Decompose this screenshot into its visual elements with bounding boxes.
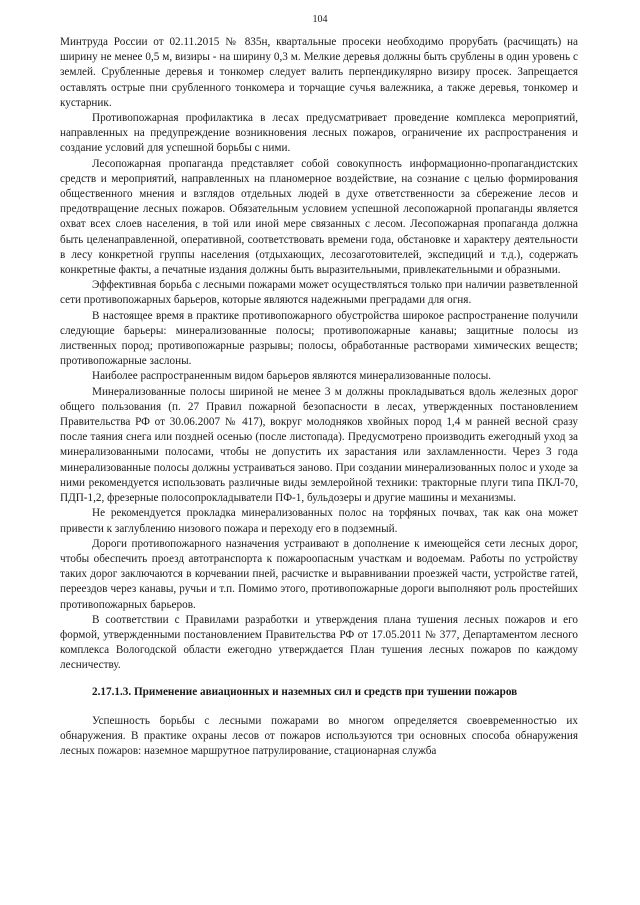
paragraph: Не рекомендуется прокладка минерализованных полос на торфяных почвах, так как она может привести к заглублению низового пожара и переходу его в подземный. [60,507,578,535]
section-heading: 2.17.1.3. Применение авиационных и наземных сил и средств при тушении пожаров [92,685,518,698]
paragraph: Минтруда России от 02.11.2015 № 835н, квартальные просеки необходимо прорубать (расчищать) на ширину не менее 0,5 м, визиры - на ширину 0,3 м. Мелкие деревья должны быть срублены в один уровень с землей. Срубленные деревья и тонкомер следует валить перпендикулярно визиру просек. Запрещается оставлять острые пни срубленного тонкомера и торчащие сучья валежника, а также деревья, тонкомер и кустарник. [60,36,578,109]
paragraph: В настоящее время в практике противопожарного обустройства широкое распространение получили следующие барьеры: минерализованные полосы; противопожарные канавы; защитные полосы из лиственных пород; противопожарные разрывы; полосы, обработанные растворами химических веществ; противопожарные заслоны. [60,309,578,368]
paragraph: Наиболее распространенным видом барьеров являются минерализованные полосы. [92,370,492,383]
paragraph: Дороги противопожарного назначения устраивают в дополнение к имеющейся сети лесных дорог, чтобы обеспечить проезд автотранспорта к пожароопасным участкам и водоемам. Работы по устройству таких дорог заключаются в корчевании пней, расчистке и выравнивании проезжей части, устройстве гатей, переездов через канавы, ручьи и т.п. Помимо этого, противопожарные дороги выполняют роль простейших противопожарных барьеров. [60,537,578,611]
paragraph: Успешность борьбы с лесными пожарами во многом определяется своевременностью их обнаружения. В практике охраны лесов от пожаров используются три основных способа обнаружения лесных пожаров: наземное маршрутное патрулирование, стационарная служба [60,714,578,758]
paragraph: В соответствии с Правилами разработки и утверждения плана тушения лесных пожаров и его формой, утвержденными постановлением Правительства РФ от 17.05.2011 № 377, Департаментом лесного комплекса Вологодской области ежегодно утверждается План тушения лесных пожаров по каждому лесничеству. [60,613,578,672]
paragraph: Минерализованные полосы шириной не менее 3 м должны прокладываться вдоль железных дорог общего пользования (п. 27 Правил пожарной безопасности в лесах, утвержденных постановлением Правительства РФ от 30.06.2007 № 417), вокруг молодняков хвойных пород 1,4 м ранней весной сразу после таяния снега или поздней осенью (после листопада). Предусмотрено производить ежегодный уход за минерализованными полосами, чтобы не допустить их зарастания или захламленности. Через 3 года минерализованные полосы должны устраиваться заново. При создании минерализованных полос и уходе за ними рекомендуется использовать различные виды землеройной техники: тракторные плуги типа ПКЛ-70, ПДП-1,2, фрезерные полосопрокладыватели ПФ-1, бульдозеры и другие машины и механизмы. [60,385,578,505]
paragraph: Противопожарная профилактика в лесах предусматривает проведение комплекса мероприятий, направленных на предупреждение возникновения лесных пожаров, ограничение их распространения и создание условий для успешной борьбы с ними. [60,112,578,155]
paragraph: Эффективная борьба с лесными пожарами может осуществляться только при наличии разветвленной сети противопожарных барьеров, которые являются надежными преградами для огня. [60,279,578,307]
page-number: 104 [312,14,328,25]
document-body [60,35,578,759]
paragraph: Лесопожарная пропаганда представляет собой совокупность информационно-пропагандистских средств и мероприятий, направленных на планомерное воздействие, на сознание с целью формирования общественного мнения и взглядов отдельных людей в духе ответственности за сбережение лесов и предотвращение лесных пожаров. Обязательным условием успешной лесопожарной пропаганды является охват всех слоев населения, в той или иной мере связанных с лесом. Лесопожарная пропаганда должна быть целенаправленной, оперативной, соответствовать времени года, обстановке и характеру деятельности в лесу конкретной группы населения (отдыхающих, лесозаготовителей, экспедиций и т.д.), содержать конкретные факты, а печатные издания должны быть выразительными, привлекательными и образными. [60,157,578,277]
